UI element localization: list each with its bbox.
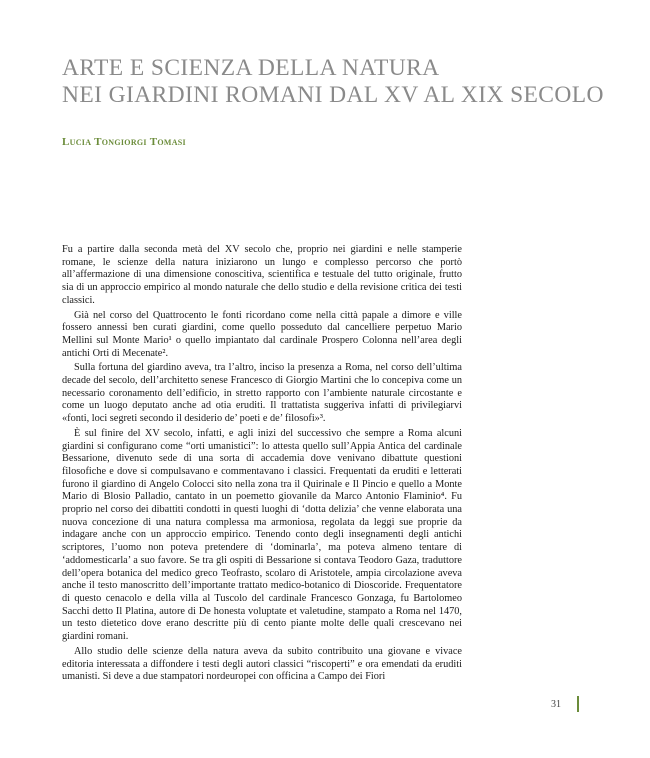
- paragraph-5: Allo studio delle scienze della natura aveva da subito contribuito una giovane e vivace editoria interessata a diffondere i testi degli autori classici “riscoperti” e ora emendati da eruditi umanisti. Si deve a due stampatori nordeuropei con officina a Campo dei Fiori: [62, 645, 462, 683]
- paragraph-4: È sul finire del XV secolo, infatti, e agli inizi del successivo che sempre a Roma alcuni giardini si configurano come “orti umanistici”: lo attesta quello sull’Appia Antica del cardinale Bessarione, divenuto sede di una sorta di accademia dove venivano dibattute questioni filosofiche e dove si compulsavano e commentavano i classici. Frequentati da eruditi e letterati furono il giardino di Angelo Colocci sito nella zona tra il Quirinale e Il Pincio e quello a Monte Mario di Blosio Palladio, cantato in un poemetto giovanile da Marco Antonio Flaminio⁴. Fu proprio nel corso dei dibattiti condotti in questi luoghi di ‘dotta delizia’ che venne elaborata una nuova concezione di una natura complessa ma armoniosa, regolata da leggi sue proprie da indagare anche con un approccio empirico. Tenendo conto degli insegnamenti degli antichi scriptores, l’uomo non poteva pretendere di ‘dominarla’, ma poteva almeno tentare di ‘addomesticarla’ a suo favore. Se tra gli ospiti di Bessarione si contava Teodoro Gaza, traduttore dell’opera botanica del medico greco Teofrasto, scolaro di Aristotele, ampia circolazione aveva anche il testo manoscritto dell’importante trattato medico-botanico di Dioscoride. Frequentatore di questo cenacolo e della villa al Tuscolo del cardinale Francesco Gonzaga, fu Bartolomeo Sacchi detto Il Platina, autore di De honesta voluptate et valetudine, stampato a Roma nel 1470, un testo dietetico dove erano descritte più di cento piante molte delle quali crescevano nei giardini romani.: [62, 427, 462, 643]
- body-text: [62, 244, 462, 686]
- chapter-title: [62, 55, 622, 109]
- page-number-rule: [577, 696, 579, 712]
- paragraph-2: Già nel corso del Quattrocento le fonti ricordano come nella città papale a dimore e ville fossero annessi ben curati giardini, come quello posseduto dal cancelliere perpetuo Mario Mellini sul Monte Mario¹ o quello impiantato dal cardinale Prospero Colonna nell’area degli antichi Orti di Mecenate².: [62, 309, 462, 359]
- title-line-2: NEI GIARDINI ROMANI DAL XV AL XIX SECOLO: [62, 82, 604, 108]
- page-number: 31: [551, 699, 561, 710]
- paragraph-1: Fu a partire dalla seconda metà del XV secolo che, proprio nei giardini e nelle stamperie romane, le scienze della natura iniziarono un lungo e complesso percorso che portò all’affermazione di una dimensione conoscitiva, scientifica e testuale del tutto originale, frutto sia di un approccio empirico al mondo naturale che dello studio e della revisione critica dei testi classici.: [62, 244, 462, 306]
- title-line-1: ARTE E SCIENZA DELLA NATURA: [62, 55, 440, 81]
- author-name: Lucia Tongiorgi Tomasi: [62, 136, 186, 148]
- paragraph-3: Sulla fortuna del giardino aveva, tra l’altro, inciso la presenza a Roma, nel corso dell’ultima decade del secolo, dell’architetto senese Francesco di Giorgio Martini che lo concepiva come un necessario coronamento dell’edificio, in stretto rapporto con l’ambiente naturale circostante e come un luogo deputato anche ad otia eruditi. Il trattatista suggeriva infatti di privilegiarvi «fonti, loci segreti secondo il desiderio de’ poeti e de’ filosofi»³.: [62, 362, 462, 425]
